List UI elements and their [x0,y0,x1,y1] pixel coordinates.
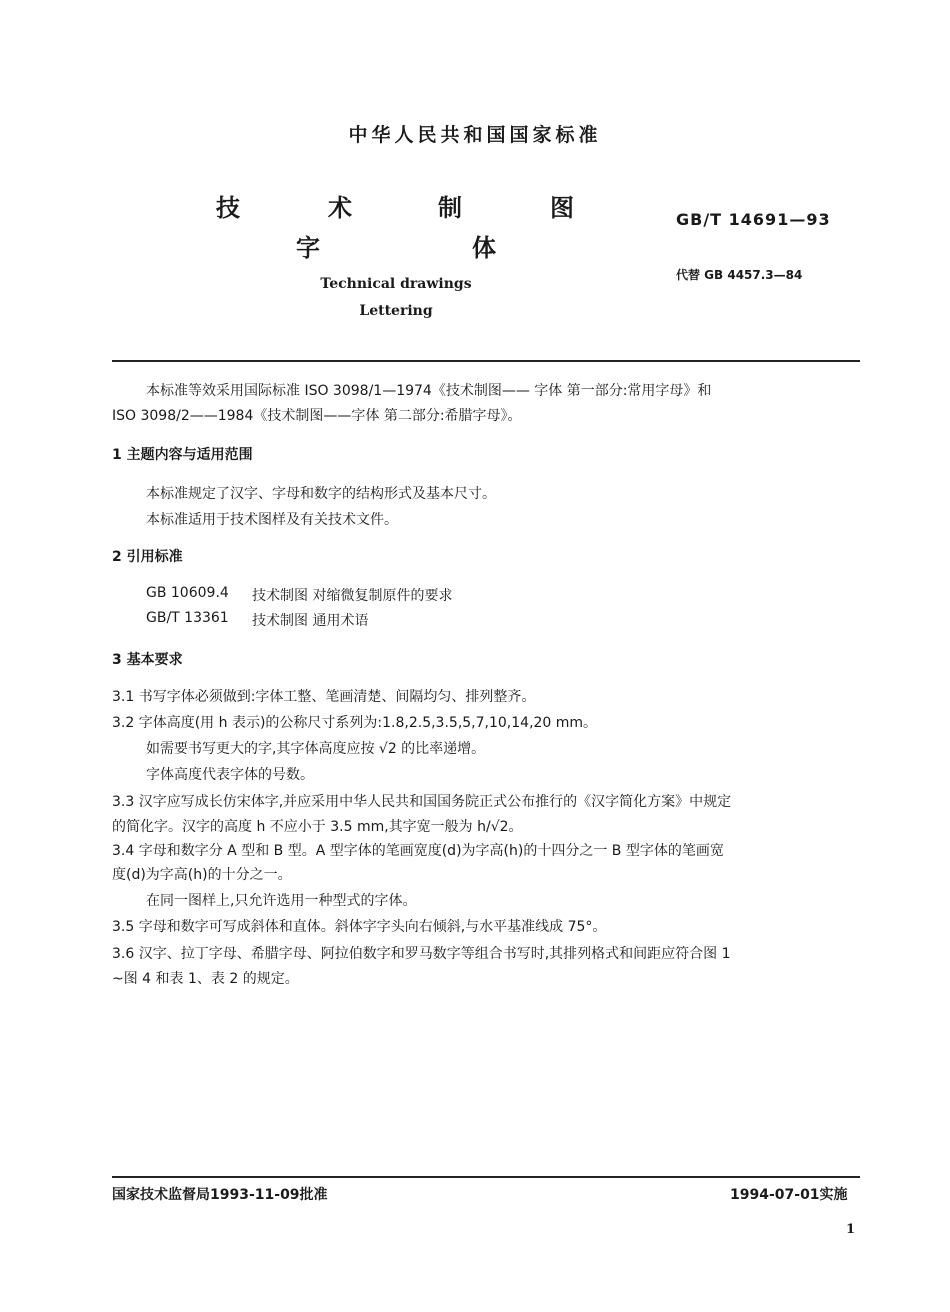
section-1-heading: 1 主题内容与适用范围 [112,447,253,463]
section-1-para-1: 本标准规定了汉字、字母和数字的结构形式及基本尺寸。 [146,486,496,502]
footer-rule [112,1176,860,1178]
clause-3-4: 3.4 字母和数字分 A 型和 B 型。A 型字体的笔画宽度(d)为字高(h)的十四分之一 B 型字体的笔画宽 [112,843,724,859]
section-1-para-2: 本标准适用于技术图样及有关技术文件。 [146,512,398,528]
section-3-heading: 3 基本要求 [112,652,183,668]
clause-3-4-cont: 度(d)为字高(h)的十分之一。 [112,867,292,883]
issuer-header: 中华人民共和国国家标准 [348,124,602,146]
english-title: Technical drawings [320,276,472,292]
title-char-3: 制 [438,194,462,222]
clause-3-2-cont-1: 如需要书写更大的字,其字体高度应按 √2 的比率递增。 [146,741,486,757]
replaces-note: 代替 GB 4457.3—84 [676,268,803,282]
reference-2-code: GB/T 13361 [146,610,229,626]
title-char-6: 体 [472,234,496,262]
title-char-5: 字 [296,234,320,262]
approval-date: 国家技术监督局1993-11-09批准 [112,1187,328,1203]
clause-3-4-note: 在同一图样上,只允许选用一种型式的字体。 [146,893,417,909]
title-char-1: 技 [216,194,240,222]
page-number: 1 [846,1222,856,1237]
reference-2-title: 技术制图 通用术语 [252,613,369,629]
clause-3-6: 3.6 汉字、拉丁字母、希腊字母、阿拉伯数字和罗马数字等组合书写时,其排列格式和间距应符合图 1 [112,946,731,962]
effective-date: 1994-07-01实施 [730,1187,848,1203]
clause-3-3: 3.3 汉字应写成长仿宋体字,并应采用中华人民共和国国务院正式公布推行的《汉字简化方案》中规定 [112,794,732,810]
intro-line-1: 本标准等效采用国际标准 ISO 3098/1—1974《技术制图—— 字体 第一部分:常用字母》和 [146,383,712,399]
clause-3-2: 3.2 字体高度(用 h 表示)的公称尺寸系列为:1.8,2.5,3.5,5,7,10,14,20 mm。 [112,715,598,731]
standard-number: GB/T 14691—93 [676,210,831,229]
clause-3-6-cont: ~图 4 和表 1、表 2 的规定。 [112,971,299,987]
section-2-heading: 2 引用标准 [112,549,183,565]
clause-3-2-cont-2: 字体高度代表字体的号数。 [146,767,314,783]
clause-3-1: 3.1 书写字体必须做到:字体工整、笔画清楚、间隔均匀、排列整齐。 [112,689,536,705]
reference-1-title: 技术制图 对缩微复制原件的要求 [252,588,453,604]
title-char-2: 术 [328,194,352,222]
reference-1-code: GB 10609.4 [146,585,229,601]
intro-line-2: ISO 3098/2——1984《技术制图——字体 第二部分:希腊字母》。 [112,408,522,424]
title-char-4: 图 [550,194,574,222]
clause-3-3-cont: 的简化字。汉字的高度 h 不应小于 3.5 mm,其字宽一般为 h/√2。 [112,819,523,835]
clause-3-5: 3.5 字母和数字可写成斜体和直体。斜体字字头向右倾斜,与水平基准线成 75°。 [112,919,607,935]
english-subtitle: Lettering [359,303,433,319]
header-rule [112,360,860,362]
